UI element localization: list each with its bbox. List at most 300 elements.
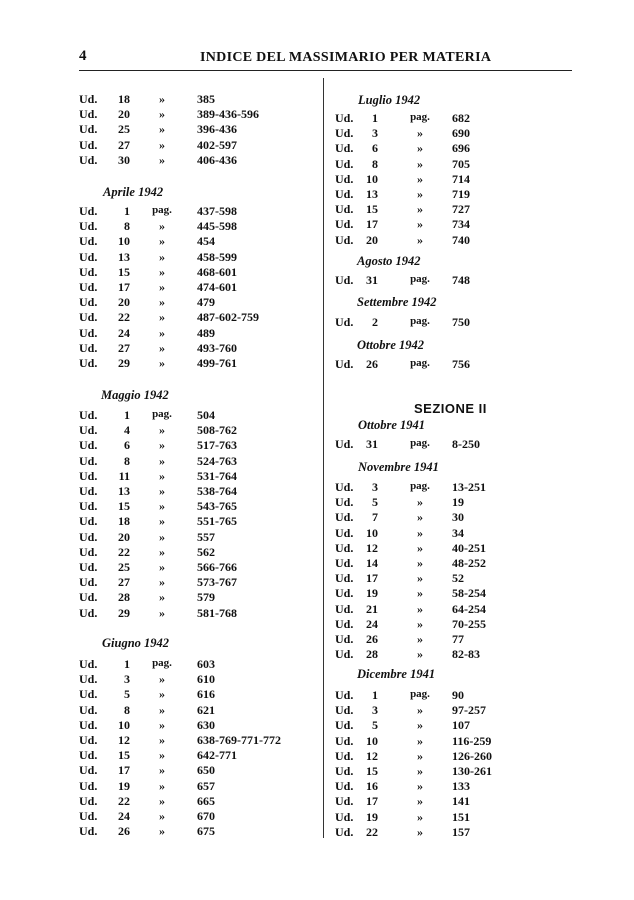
udienza-label: Ud. <box>335 141 354 156</box>
udienza-label: Ud. <box>79 453 98 468</box>
page-numbers: 714 <box>452 171 470 186</box>
udienza-label: Ud. <box>79 219 98 234</box>
page-numbers: 151 <box>452 809 470 824</box>
udienza-day: 2 <box>372 315 378 329</box>
udienza-day: 28 <box>366 647 378 662</box>
udienza-label: Ud. <box>79 122 98 137</box>
index-row <box>0 480 634 495</box>
udienza-label: Ud. <box>79 264 98 279</box>
page-ref-marker: » <box>417 718 423 733</box>
udienza-day: 21 <box>366 601 378 616</box>
udienza-label: Ud. <box>335 779 354 794</box>
page-numbers: 402-597 <box>197 137 237 152</box>
page-numbers: 719 <box>452 187 470 201</box>
udienza-day: 27 <box>118 575 130 590</box>
month-heading: Dicembre 1941 <box>357 667 436 681</box>
page-ref-marker: » <box>159 529 165 544</box>
udienza-day: 26 <box>366 632 378 646</box>
udienza-day: 1 <box>372 111 378 125</box>
page-ref-marker: » <box>417 601 423 616</box>
index-row <box>0 703 634 718</box>
page-numbers: 670 <box>197 809 215 823</box>
page-ref-marker: » <box>159 234 165 249</box>
index-row <box>0 172 634 187</box>
page-ref-marker: » <box>159 249 165 264</box>
udienza-label: Ud. <box>79 748 98 763</box>
udienza-label: Ud. <box>335 733 354 748</box>
index-row <box>0 233 634 248</box>
udienza-label: Ud. <box>79 590 98 605</box>
page-ref-marker: » <box>417 586 423 601</box>
page-ref-marker: » <box>417 703 423 718</box>
udienza-day: 10 <box>366 525 378 540</box>
udienza-label: Ud. <box>79 514 98 529</box>
udienza-day: 14 <box>366 556 378 570</box>
udienza-label: Ud. <box>335 315 354 329</box>
udienza-day: 28 <box>118 590 130 605</box>
page-numbers: 610 <box>197 672 215 687</box>
page-ref-marker: » <box>159 325 165 340</box>
index-row <box>0 202 634 217</box>
udienza-label: Ud. <box>335 571 354 586</box>
page-ref-marker: » <box>417 571 423 586</box>
udienza-label: Ud. <box>79 529 98 544</box>
page-ref-marker: pag. <box>410 111 430 123</box>
page-ref-marker: » <box>159 544 165 559</box>
page-numbers: 468-601 <box>197 264 237 279</box>
page-numbers: 630 <box>197 717 215 732</box>
index-row <box>0 273 634 288</box>
udienza-label: Ud. <box>335 718 354 733</box>
udienza-day: 20 <box>118 295 130 310</box>
udienza-day: 13 <box>366 187 378 201</box>
udienza-label: Ud. <box>79 325 98 340</box>
index-row <box>0 437 634 452</box>
page-ref-marker: » <box>159 763 165 778</box>
month-heading: Agosto 1942 <box>357 254 421 268</box>
udienza-day: 15 <box>366 202 378 217</box>
page-ref-marker: » <box>159 264 165 279</box>
udienza-day: 8 <box>124 219 130 234</box>
udienza-label: Ud. <box>335 437 354 451</box>
udienza-label: Ud. <box>335 171 354 186</box>
udienza-label: Ud. <box>335 540 354 555</box>
udienza-day: 3 <box>372 703 378 718</box>
index-row <box>0 423 634 438</box>
udienza-day: 8 <box>124 702 130 717</box>
udienza-label: Ud. <box>79 310 98 325</box>
page-ref-marker: » <box>417 733 423 748</box>
page-ref-marker: pag. <box>152 657 172 669</box>
udienza-day: 22 <box>118 793 130 808</box>
udienza-label: Ud. <box>79 408 98 422</box>
udienza-day: 11 <box>118 468 130 483</box>
udienza-day: 15 <box>118 499 130 514</box>
page-numbers: 675 <box>197 824 215 839</box>
udienza-label: Ud. <box>335 809 354 824</box>
index-row <box>0 295 634 310</box>
udienza-day: 5 <box>124 687 130 702</box>
index-row <box>0 454 634 469</box>
udienza-label: Ud. <box>79 280 98 294</box>
udienza-day: 22 <box>366 824 378 839</box>
page-ref-marker: pag. <box>410 315 430 327</box>
page-numbers: 133 <box>452 779 470 794</box>
udienza-label: Ud. <box>335 586 354 601</box>
udienza-day: 10 <box>366 171 378 186</box>
index-row <box>0 749 634 764</box>
udienza-day: 5 <box>372 718 378 733</box>
month-heading: Novembre 1941 <box>358 460 439 474</box>
udienza-day: 18 <box>118 514 130 529</box>
page-numbers: 48-252 <box>452 556 486 570</box>
page-ref-marker: » <box>417 171 423 186</box>
page-numbers: 130-261 <box>452 764 492 778</box>
udienza-label: Ud. <box>335 632 354 646</box>
page-ref-marker: » <box>417 556 423 570</box>
udienza-label: Ud. <box>79 717 98 732</box>
udienza-label: Ud. <box>79 605 98 620</box>
page-numbers: 90 <box>452 688 464 702</box>
udienza-day: 19 <box>118 778 130 793</box>
udienza-label: Ud. <box>79 778 98 793</box>
page-ref-marker: pag. <box>410 688 430 700</box>
page-numbers: 538-764 <box>197 484 237 498</box>
page-number: 4 <box>79 48 87 64</box>
page-numbers: 141 <box>452 794 470 809</box>
index-row <box>0 92 634 107</box>
page-numbers: 531-764 <box>197 468 237 483</box>
page-ref-marker: » <box>159 809 165 823</box>
page-ref-marker: » <box>159 484 165 498</box>
udienza-day: 22 <box>118 310 130 325</box>
page-numbers: 107 <box>452 718 470 733</box>
page-numbers: 504 <box>197 408 215 422</box>
udienza-label: Ud. <box>335 217 354 232</box>
page-numbers: 479 <box>197 295 215 310</box>
page-ref-marker: » <box>159 295 165 310</box>
index-row <box>0 357 634 372</box>
udienza-day: 27 <box>118 137 130 152</box>
udienza-day: 1 <box>124 204 130 218</box>
udienza-label: Ud. <box>335 824 354 839</box>
udienza-day: 6 <box>124 438 130 453</box>
udienza-day: 22 <box>118 544 130 559</box>
page-ref-marker: pag. <box>410 437 430 449</box>
page-ref-marker: » <box>159 778 165 793</box>
page-numbers: 581-768 <box>197 605 237 620</box>
udienza-label: Ud. <box>335 126 354 141</box>
page-ref-marker: » <box>159 514 165 529</box>
page-ref-marker: » <box>159 590 165 605</box>
index-row <box>0 571 634 586</box>
page-ref-marker: » <box>417 232 423 247</box>
page-numbers: 70-255 <box>452 616 486 631</box>
udienza-label: Ud. <box>79 423 98 438</box>
udienza-label: Ud. <box>335 273 354 287</box>
page-numbers: 8-250 <box>452 437 480 451</box>
page-numbers: 579 <box>197 590 215 605</box>
page-ref-marker: » <box>159 438 165 453</box>
page-ref-marker: » <box>417 156 423 171</box>
page-ref-marker: » <box>159 340 165 355</box>
page-ref-marker: » <box>417 126 423 141</box>
index-row <box>0 688 634 703</box>
page-ref-marker: » <box>159 793 165 808</box>
page-ref-marker: » <box>159 672 165 687</box>
udienza-label: Ud. <box>79 702 98 717</box>
page-ref-marker: » <box>417 616 423 631</box>
udienza-day: 20 <box>118 529 130 544</box>
udienza-label: Ud. <box>335 764 354 778</box>
page-ref-marker: » <box>159 468 165 483</box>
page-numbers: 748 <box>452 273 470 287</box>
index-row <box>0 341 634 356</box>
page-ref-marker: » <box>159 560 165 574</box>
index-row <box>0 586 634 601</box>
page-numbers: 437-598 <box>197 204 237 218</box>
udienza-day: 29 <box>118 605 130 620</box>
udienza-day: 15 <box>118 748 130 763</box>
page-numbers: 727 <box>452 202 470 217</box>
udienza-label: Ud. <box>79 763 98 778</box>
udienza-label: Ud. <box>335 495 354 510</box>
page-numbers: 562 <box>197 544 215 559</box>
udienza-day: 29 <box>118 356 130 370</box>
page-ref-marker: » <box>159 152 165 167</box>
udienza-day: 10 <box>118 234 130 249</box>
udienza-day: 1 <box>372 688 378 702</box>
section-title: SEZIONE II <box>414 401 487 416</box>
page-ref-marker: » <box>417 779 423 794</box>
page-numbers: 493-760 <box>197 340 237 355</box>
index-row <box>0 810 634 825</box>
index-row <box>0 734 634 749</box>
udienza-day: 31 <box>366 273 378 287</box>
page-ref-marker: pag. <box>152 204 172 216</box>
udienza-day: 24 <box>118 809 130 823</box>
page-numbers: 58-254 <box>452 586 486 601</box>
udienza-label: Ud. <box>79 468 98 483</box>
udienza-label: Ud. <box>79 687 98 702</box>
udienza-day: 13 <box>118 484 130 498</box>
udienza-day: 26 <box>366 357 378 371</box>
udienza-label: Ud. <box>79 560 98 574</box>
udienza-day: 3 <box>372 126 378 141</box>
page-ref-marker: » <box>417 525 423 540</box>
page-numbers: 650 <box>197 763 215 778</box>
udienza-label: Ud. <box>79 499 98 514</box>
udienza-label: Ud. <box>79 657 98 671</box>
udienza-label: Ud. <box>335 156 354 171</box>
page-numbers: 97-257 <box>452 703 486 718</box>
page-numbers: 642-771 <box>197 748 237 763</box>
udienza-label: Ud. <box>79 544 98 559</box>
month-heading: Settembre 1942 <box>357 295 437 309</box>
page-ref-marker: » <box>417 748 423 763</box>
page-numbers: 551-765 <box>197 514 237 529</box>
page-ref-marker: » <box>159 356 165 370</box>
udienza-label: Ud. <box>79 438 98 453</box>
page-numbers: 116-259 <box>452 733 492 748</box>
udienza-day: 20 <box>366 232 378 247</box>
page-numbers: 508-762 <box>197 423 237 438</box>
udienza-label: Ud. <box>79 92 98 106</box>
page-numbers: 30 <box>452 510 464 525</box>
page-numbers: 385 <box>197 92 215 106</box>
udienza-day: 20 <box>118 107 130 122</box>
page-numbers: 40-251 <box>452 540 486 555</box>
index-row <box>0 526 634 541</box>
page-numbers: 19 <box>452 495 464 510</box>
page-ref-marker: » <box>417 495 423 510</box>
udienza-label: Ud. <box>335 510 354 525</box>
udienza-label: Ud. <box>79 295 98 310</box>
udienza-day: 16 <box>366 779 378 794</box>
udienza-label: Ud. <box>335 556 354 570</box>
udienza-label: Ud. <box>79 204 98 218</box>
udienza-label: Ud. <box>79 484 98 498</box>
page-ref-marker: » <box>159 92 165 106</box>
udienza-label: Ud. <box>79 234 98 249</box>
udienza-day: 15 <box>366 764 378 778</box>
page-numbers: 64-254 <box>452 601 486 616</box>
page-title: INDICE DEL MASSIMARIO PER MATERIA <box>200 50 492 65</box>
udienza-day: 31 <box>366 437 378 451</box>
page-numbers: 406-436 <box>197 152 237 167</box>
index-row <box>0 217 634 232</box>
udienza-day: 17 <box>366 794 378 809</box>
udienza-label: Ud. <box>335 357 354 371</box>
page-ref-marker: » <box>159 499 165 514</box>
page-ref-marker: » <box>417 764 423 778</box>
page-ref-marker: » <box>417 217 423 232</box>
udienza-day: 10 <box>366 733 378 748</box>
page-numbers: 638-769-771-772 <box>197 733 281 747</box>
udienza-label: Ud. <box>335 688 354 702</box>
page-numbers: 665 <box>197 793 215 808</box>
page-ref-marker: » <box>159 575 165 590</box>
month-heading: Giugno 1942 <box>102 636 170 650</box>
page-numbers: 740 <box>452 232 470 247</box>
udienza-label: Ud. <box>335 601 354 616</box>
page-numbers: 126-260 <box>452 748 492 763</box>
udienza-label: Ud. <box>79 107 98 122</box>
udienza-day: 12 <box>118 733 130 747</box>
index-row <box>0 632 634 647</box>
page-numbers: 487-602-759 <box>197 310 259 325</box>
page-numbers: 499-761 <box>197 356 237 370</box>
udienza-label: Ud. <box>79 152 98 167</box>
page-ref-marker: » <box>417 187 423 201</box>
udienza-day: 7 <box>372 510 378 525</box>
page-ref-marker: » <box>159 748 165 763</box>
page-ref-marker: » <box>159 423 165 438</box>
udienza-label: Ud. <box>335 202 354 217</box>
udienza-day: 12 <box>366 540 378 555</box>
month-heading: Maggio 1942 <box>101 388 169 402</box>
page-ref-marker: » <box>159 702 165 717</box>
page-ref-marker: pag. <box>410 273 430 285</box>
udienza-day: 6 <box>372 141 378 156</box>
page-numbers: 474-601 <box>197 280 237 294</box>
udienza-label: Ud. <box>335 616 354 631</box>
udienza-day: 17 <box>118 280 130 294</box>
udienza-label: Ud. <box>79 249 98 264</box>
page-numbers: 573-767 <box>197 575 237 590</box>
index-row <box>0 617 634 632</box>
udienza-label: Ud. <box>335 647 354 662</box>
udienza-day: 1 <box>124 408 130 422</box>
page-ref-marker: pag. <box>410 480 430 492</box>
page-ref-marker: pag. <box>410 357 430 369</box>
page-ref-marker: » <box>159 122 165 137</box>
page-ref-marker: » <box>417 540 423 555</box>
page-ref-marker: » <box>417 647 423 662</box>
udienza-day: 25 <box>118 560 130 574</box>
udienza-day: 13 <box>118 249 130 264</box>
index-row <box>0 141 634 156</box>
udienza-label: Ud. <box>79 137 98 152</box>
page-ref-marker: » <box>159 310 165 325</box>
udienza-label: Ud. <box>79 793 98 808</box>
page-numbers: 566-766 <box>197 560 237 574</box>
page-ref-marker: » <box>159 107 165 122</box>
udienza-label: Ud. <box>79 340 98 355</box>
udienza-day: 19 <box>366 586 378 601</box>
udienza-label: Ud. <box>335 111 354 125</box>
month-heading: Aprile 1942 <box>103 185 164 199</box>
index-row <box>0 126 634 141</box>
udienza-day: 24 <box>118 325 130 340</box>
page-ref-marker: » <box>159 824 165 839</box>
page-ref-marker: » <box>159 687 165 702</box>
udienza-label: Ud. <box>335 525 354 540</box>
udienza-day: 25 <box>118 122 130 137</box>
index-row <box>0 541 634 556</box>
page-numbers: 34 <box>452 525 464 540</box>
index-row <box>0 315 634 330</box>
page-ref-marker: » <box>159 605 165 620</box>
index-row <box>0 794 634 809</box>
page-numbers: 734 <box>452 217 470 232</box>
udienza-day: 12 <box>366 748 378 763</box>
udienza-label: Ud. <box>335 703 354 718</box>
udienza-day: 17 <box>366 217 378 232</box>
page-numbers: 396-436 <box>197 122 237 137</box>
index-row <box>0 157 634 172</box>
index-row <box>0 779 634 794</box>
page-numbers: 690 <box>452 126 470 141</box>
index-row <box>0 510 634 525</box>
udienza-label: Ud. <box>79 575 98 590</box>
page-numbers: 13-251 <box>452 480 486 494</box>
page-ref-marker: » <box>417 824 423 839</box>
udienza-label: Ud. <box>335 480 354 494</box>
month-heading: Luglio 1942 <box>358 93 421 107</box>
page-numbers: 705 <box>452 156 470 171</box>
page-numbers: 389-436-596 <box>197 107 259 122</box>
index-row <box>0 495 634 510</box>
month-heading: Ottobre 1941 <box>358 418 426 432</box>
udienza-day: 30 <box>118 152 130 167</box>
page-numbers: 756 <box>452 357 470 371</box>
index-row <box>0 111 634 126</box>
udienza-label: Ud. <box>79 824 98 839</box>
udienza-day: 15 <box>118 264 130 279</box>
header-rule <box>79 70 572 71</box>
udienza-day: 27 <box>118 340 130 355</box>
